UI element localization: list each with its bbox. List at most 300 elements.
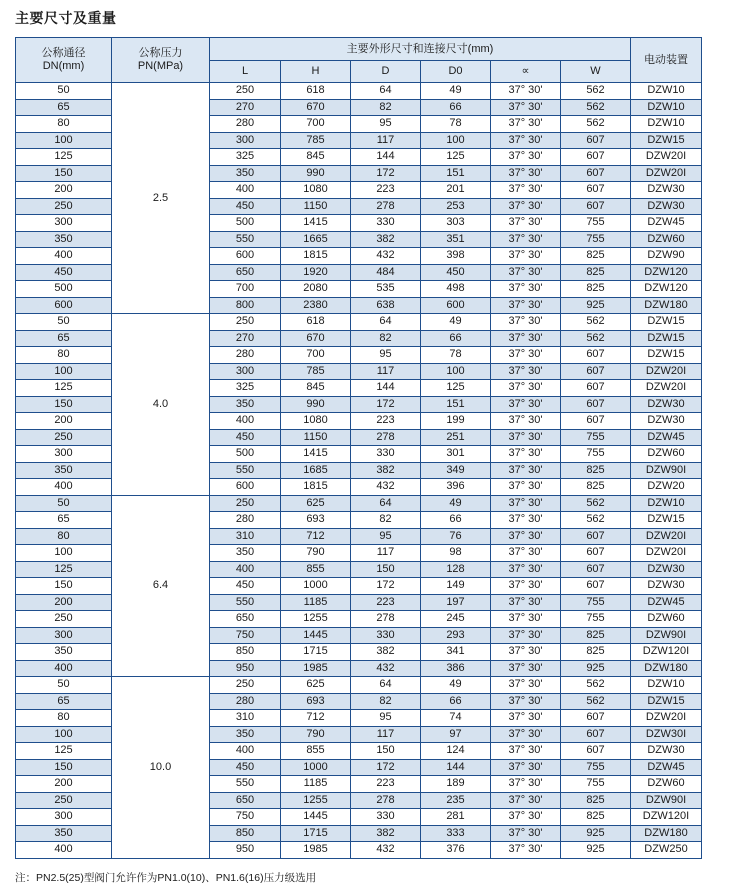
- cell-d0: 151: [421, 396, 491, 413]
- cell-h: 1920: [281, 264, 351, 281]
- cell-d0: 396: [421, 479, 491, 496]
- cell-d: 117: [351, 363, 421, 380]
- cell-l: 250: [210, 314, 281, 331]
- cell-h: 845: [281, 149, 351, 166]
- cell-actuator: DZW30: [631, 578, 702, 595]
- cell-d: 278: [351, 792, 421, 809]
- cell-h: 625: [281, 677, 351, 694]
- cell-actuator: DZW45: [631, 215, 702, 232]
- cell-angle: 37° 30': [491, 512, 561, 529]
- cell-l: 310: [210, 528, 281, 545]
- cell-d: 82: [351, 330, 421, 347]
- cell-w: 925: [561, 825, 631, 842]
- cell-h: 1415: [281, 215, 351, 232]
- cell-w: 607: [561, 347, 631, 364]
- cell-l: 500: [210, 215, 281, 232]
- cell-dn: 300: [16, 215, 112, 232]
- cell-l: 650: [210, 611, 281, 628]
- cell-angle: 37° 30': [491, 809, 561, 826]
- cell-w: 825: [561, 809, 631, 826]
- cell-angle: 37° 30': [491, 380, 561, 397]
- header-dn-line2: DN(mm): [42, 60, 85, 72]
- cell-pn: 2.5: [112, 83, 210, 314]
- cell-d: 64: [351, 83, 421, 100]
- footnote: 注：PN2.5(25)型阀门允许作为PN1.0(10)、PN1.6(16)压力级选用: [15, 872, 317, 884]
- cell-angle: 37° 30': [491, 429, 561, 446]
- cell-angle: 37° 30': [491, 264, 561, 281]
- cell-actuator: DZW60: [631, 231, 702, 248]
- cell-d: 382: [351, 644, 421, 661]
- cell-d0: 253: [421, 198, 491, 215]
- cell-d: 223: [351, 182, 421, 199]
- cell-l: 350: [210, 396, 281, 413]
- cell-angle: 37° 30': [491, 446, 561, 463]
- cell-d: 117: [351, 545, 421, 562]
- cell-d0: 66: [421, 99, 491, 116]
- header-dn-line1: 公称通径: [41, 47, 86, 59]
- cell-angle: 37° 30': [491, 842, 561, 859]
- cell-h: 990: [281, 165, 351, 182]
- cell-w: 607: [561, 578, 631, 595]
- cell-w: 607: [561, 149, 631, 166]
- header-dimensions-group: 主要外形尺寸和连接尺寸(mm): [210, 38, 631, 61]
- cell-actuator: DZW15: [631, 330, 702, 347]
- cell-dn: 350: [16, 231, 112, 248]
- cell-h: 845: [281, 380, 351, 397]
- cell-angle: 37° 30': [491, 149, 561, 166]
- cell-d0: 600: [421, 297, 491, 314]
- cell-d0: 66: [421, 512, 491, 529]
- cell-w: 607: [561, 380, 631, 397]
- header-col-w: W: [561, 61, 631, 83]
- cell-actuator: DZW45: [631, 594, 702, 611]
- cell-h: 1985: [281, 660, 351, 677]
- cell-w: 562: [561, 677, 631, 694]
- cell-d0: 98: [421, 545, 491, 562]
- cell-d: 330: [351, 446, 421, 463]
- table-row: [16, 495, 702, 512]
- cell-dn: 125: [16, 561, 112, 578]
- cell-h: 785: [281, 363, 351, 380]
- cell-h: 1715: [281, 644, 351, 661]
- cell-h: 700: [281, 116, 351, 133]
- cell-angle: 37° 30': [491, 825, 561, 842]
- cell-angle: 37° 30': [491, 215, 561, 232]
- cell-w: 607: [561, 743, 631, 760]
- cell-dn: 65: [16, 330, 112, 347]
- cell-h: 1985: [281, 842, 351, 859]
- cell-d0: 450: [421, 264, 491, 281]
- cell-d: 144: [351, 380, 421, 397]
- cell-angle: 37° 30': [491, 660, 561, 677]
- cell-angle: 37° 30': [491, 413, 561, 430]
- cell-d: 638: [351, 297, 421, 314]
- cell-angle: 37° 30': [491, 99, 561, 116]
- cell-angle: 37° 30': [491, 231, 561, 248]
- cell-angle: 37° 30': [491, 677, 561, 694]
- cell-dn: 300: [16, 809, 112, 826]
- cell-d0: 189: [421, 776, 491, 793]
- cell-actuator: DZW20I: [631, 528, 702, 545]
- cell-angle: 37° 30': [491, 776, 561, 793]
- header-dn: [16, 38, 112, 83]
- cell-dn: 50: [16, 314, 112, 331]
- cell-d0: 197: [421, 594, 491, 611]
- cell-actuator: DZW120I: [631, 809, 702, 826]
- cell-d0: 349: [421, 462, 491, 479]
- cell-l: 250: [210, 677, 281, 694]
- cell-w: 607: [561, 132, 631, 149]
- cell-l: 450: [210, 198, 281, 215]
- cell-d: 95: [351, 710, 421, 727]
- cell-angle: 37° 30': [491, 545, 561, 562]
- cell-angle: 37° 30': [491, 726, 561, 743]
- cell-actuator: DZW15: [631, 512, 702, 529]
- cell-dn: 65: [16, 512, 112, 529]
- cell-h: 1445: [281, 627, 351, 644]
- cell-dn: 150: [16, 759, 112, 776]
- cell-h: 625: [281, 495, 351, 512]
- cell-h: 1000: [281, 578, 351, 595]
- cell-d: 150: [351, 743, 421, 760]
- cell-dn: 400: [16, 479, 112, 496]
- cell-d0: 125: [421, 149, 491, 166]
- cell-actuator: DZW250: [631, 842, 702, 859]
- cell-actuator: DZW30: [631, 413, 702, 430]
- cell-actuator: DZW15: [631, 347, 702, 364]
- cell-d0: 66: [421, 693, 491, 710]
- header-pn-line2: PN(MPa): [137, 60, 184, 72]
- cell-dn: 50: [16, 495, 112, 512]
- cell-h: 712: [281, 528, 351, 545]
- cell-w: 562: [561, 83, 631, 100]
- table-row: [16, 677, 702, 694]
- cell-h: 1185: [281, 776, 351, 793]
- cell-h: 2080: [281, 281, 351, 298]
- cell-d0: 66: [421, 330, 491, 347]
- cell-actuator: DZW10: [631, 99, 702, 116]
- cell-h: 618: [281, 314, 351, 331]
- cell-d: 172: [351, 165, 421, 182]
- cell-actuator: DZW20I: [631, 363, 702, 380]
- cell-actuator: DZW90I: [631, 462, 702, 479]
- cell-w: 925: [561, 842, 631, 859]
- cell-d: 223: [351, 776, 421, 793]
- cell-w: 825: [561, 644, 631, 661]
- cell-actuator: DZW15: [631, 314, 702, 331]
- cell-d: 144: [351, 149, 421, 166]
- cell-dn: 350: [16, 825, 112, 842]
- table-body: [16, 83, 702, 859]
- cell-dn: 300: [16, 627, 112, 644]
- cell-d: 382: [351, 462, 421, 479]
- cell-h: 1185: [281, 594, 351, 611]
- cell-angle: 37° 30': [491, 132, 561, 149]
- cell-l: 280: [210, 693, 281, 710]
- cell-d0: 498: [421, 281, 491, 298]
- cell-l: 280: [210, 347, 281, 364]
- cell-actuator: DZW180: [631, 297, 702, 314]
- cell-angle: 37° 30': [491, 363, 561, 380]
- cell-w: 607: [561, 165, 631, 182]
- cell-d0: 128: [421, 561, 491, 578]
- cell-dn: 80: [16, 347, 112, 364]
- cell-d: 82: [351, 693, 421, 710]
- cell-l: 600: [210, 479, 281, 496]
- cell-w: 607: [561, 396, 631, 413]
- cell-d0: 199: [421, 413, 491, 430]
- cell-l: 450: [210, 429, 281, 446]
- cell-actuator: DZW45: [631, 759, 702, 776]
- cell-actuator: DZW10: [631, 83, 702, 100]
- cell-d0: 124: [421, 743, 491, 760]
- cell-d0: 97: [421, 726, 491, 743]
- cell-d: 223: [351, 413, 421, 430]
- cell-h: 1080: [281, 413, 351, 430]
- cell-h: 2380: [281, 297, 351, 314]
- cell-d0: 100: [421, 132, 491, 149]
- cell-d: 95: [351, 528, 421, 545]
- cell-l: 550: [210, 776, 281, 793]
- cell-w: 607: [561, 528, 631, 545]
- cell-dn: 600: [16, 297, 112, 314]
- cell-dn: 450: [16, 264, 112, 281]
- cell-h: 990: [281, 396, 351, 413]
- cell-w: 825: [561, 281, 631, 298]
- header-col-h: H: [281, 61, 351, 83]
- cell-w: 755: [561, 429, 631, 446]
- cell-h: 1150: [281, 429, 351, 446]
- cell-h: 1255: [281, 792, 351, 809]
- cell-actuator: DZW90: [631, 248, 702, 265]
- cell-d: 64: [351, 314, 421, 331]
- cell-actuator: DZW20I: [631, 710, 702, 727]
- cell-w: 562: [561, 116, 631, 133]
- cell-d0: 281: [421, 809, 491, 826]
- cell-d0: 333: [421, 825, 491, 842]
- cell-w: 755: [561, 594, 631, 611]
- cell-w: 755: [561, 611, 631, 628]
- cell-angle: 37° 30': [491, 248, 561, 265]
- cell-angle: 37° 30': [491, 759, 561, 776]
- cell-d: 432: [351, 842, 421, 859]
- cell-angle: 37° 30': [491, 495, 561, 512]
- cell-actuator: DZW60: [631, 446, 702, 463]
- cell-h: 1150: [281, 198, 351, 215]
- cell-w: 755: [561, 215, 631, 232]
- cell-d0: 301: [421, 446, 491, 463]
- cell-w: 755: [561, 776, 631, 793]
- cell-d0: 201: [421, 182, 491, 199]
- cell-w: 607: [561, 710, 631, 727]
- cell-d: 117: [351, 726, 421, 743]
- cell-w: 562: [561, 330, 631, 347]
- dimensions-table: [15, 37, 702, 859]
- cell-actuator: DZW30I: [631, 726, 702, 743]
- cell-angle: 37° 30': [491, 297, 561, 314]
- cell-l: 250: [210, 83, 281, 100]
- cell-actuator: DZW30: [631, 561, 702, 578]
- cell-dn: 200: [16, 413, 112, 430]
- cell-angle: 37° 30': [491, 792, 561, 809]
- cell-l: 850: [210, 644, 281, 661]
- cell-d: 278: [351, 429, 421, 446]
- cell-l: 350: [210, 726, 281, 743]
- cell-actuator: DZW15: [631, 132, 702, 149]
- cell-w: 607: [561, 561, 631, 578]
- cell-angle: 37° 30': [491, 314, 561, 331]
- cell-l: 270: [210, 99, 281, 116]
- cell-w: 562: [561, 314, 631, 331]
- cell-l: 950: [210, 660, 281, 677]
- table-row: [16, 314, 702, 331]
- cell-d0: 303: [421, 215, 491, 232]
- cell-h: 1445: [281, 809, 351, 826]
- cell-h: 790: [281, 726, 351, 743]
- cell-l: 270: [210, 330, 281, 347]
- cell-dn: 100: [16, 545, 112, 562]
- cell-h: 670: [281, 330, 351, 347]
- cell-pn: 6.4: [112, 495, 210, 677]
- cell-dn: 125: [16, 380, 112, 397]
- cell-angle: 37° 30': [491, 561, 561, 578]
- cell-angle: 37° 30': [491, 347, 561, 364]
- cell-l: 400: [210, 743, 281, 760]
- cell-w: 755: [561, 446, 631, 463]
- cell-l: 600: [210, 248, 281, 265]
- cell-h: 693: [281, 512, 351, 529]
- cell-dn: 65: [16, 99, 112, 116]
- cell-actuator: DZW10: [631, 495, 702, 512]
- cell-actuator: DZW60: [631, 611, 702, 628]
- cell-h: 1255: [281, 611, 351, 628]
- cell-dn: 150: [16, 165, 112, 182]
- cell-w: 825: [561, 479, 631, 496]
- cell-dn: 200: [16, 776, 112, 793]
- cell-l: 800: [210, 297, 281, 314]
- cell-d: 432: [351, 660, 421, 677]
- cell-d0: 74: [421, 710, 491, 727]
- cell-dn: 250: [16, 611, 112, 628]
- cell-d: 150: [351, 561, 421, 578]
- cell-l: 750: [210, 627, 281, 644]
- cell-w: 562: [561, 512, 631, 529]
- cell-h: 618: [281, 83, 351, 100]
- cell-actuator: DZW45: [631, 429, 702, 446]
- cell-actuator: DZW20I: [631, 380, 702, 397]
- cell-dn: 150: [16, 578, 112, 595]
- cell-w: 607: [561, 545, 631, 562]
- cell-w: 607: [561, 726, 631, 743]
- cell-dn: 80: [16, 116, 112, 133]
- cell-angle: 37° 30': [491, 528, 561, 545]
- cell-l: 350: [210, 165, 281, 182]
- cell-d: 432: [351, 479, 421, 496]
- cell-l: 280: [210, 116, 281, 133]
- cell-angle: 37° 30': [491, 611, 561, 628]
- cell-dn: 350: [16, 644, 112, 661]
- cell-angle: 37° 30': [491, 594, 561, 611]
- cell-h: 1715: [281, 825, 351, 842]
- cell-d0: 341: [421, 644, 491, 661]
- cell-d: 172: [351, 759, 421, 776]
- cell-l: 550: [210, 594, 281, 611]
- cell-angle: 37° 30': [491, 198, 561, 215]
- cell-h: 855: [281, 743, 351, 760]
- cell-w: 925: [561, 297, 631, 314]
- cell-dn: 350: [16, 462, 112, 479]
- cell-d: 172: [351, 396, 421, 413]
- cell-d: 82: [351, 512, 421, 529]
- cell-l: 400: [210, 561, 281, 578]
- cell-w: 607: [561, 182, 631, 199]
- cell-actuator: DZW120: [631, 281, 702, 298]
- cell-pn: 4.0: [112, 314, 210, 496]
- cell-actuator: DZW10: [631, 677, 702, 694]
- cell-d0: 149: [421, 578, 491, 595]
- cell-l: 700: [210, 281, 281, 298]
- cell-d0: 251: [421, 429, 491, 446]
- cell-d0: 78: [421, 116, 491, 133]
- cell-d0: 144: [421, 759, 491, 776]
- cell-d: 64: [351, 677, 421, 694]
- cell-h: 855: [281, 561, 351, 578]
- cell-angle: 37° 30': [491, 627, 561, 644]
- cell-h: 1815: [281, 479, 351, 496]
- cell-d0: 245: [421, 611, 491, 628]
- cell-actuator: DZW90I: [631, 627, 702, 644]
- cell-dn: 200: [16, 594, 112, 611]
- cell-actuator: DZW90I: [631, 792, 702, 809]
- cell-actuator: DZW120I: [631, 644, 702, 661]
- cell-dn: 100: [16, 363, 112, 380]
- cell-w: 607: [561, 198, 631, 215]
- page-title: 主要尺寸及重量: [15, 10, 117, 26]
- cell-l: 650: [210, 264, 281, 281]
- cell-w: 607: [561, 413, 631, 430]
- cell-dn: 65: [16, 693, 112, 710]
- cell-angle: 37° 30': [491, 182, 561, 199]
- cell-h: 1000: [281, 759, 351, 776]
- cell-d0: 386: [421, 660, 491, 677]
- cell-d0: 398: [421, 248, 491, 265]
- cell-l: 325: [210, 149, 281, 166]
- cell-d: 117: [351, 132, 421, 149]
- cell-d: 330: [351, 627, 421, 644]
- cell-actuator: DZW10: [631, 116, 702, 133]
- cell-d0: 351: [421, 231, 491, 248]
- cell-l: 650: [210, 792, 281, 809]
- cell-dn: 500: [16, 281, 112, 298]
- cell-d: 64: [351, 495, 421, 512]
- cell-l: 250: [210, 495, 281, 512]
- cell-h: 670: [281, 99, 351, 116]
- cell-d0: 76: [421, 528, 491, 545]
- cell-dn: 80: [16, 710, 112, 727]
- cell-d: 223: [351, 594, 421, 611]
- cell-angle: 37° 30': [491, 693, 561, 710]
- cell-actuator: DZW30: [631, 198, 702, 215]
- cell-h: 712: [281, 710, 351, 727]
- cell-angle: 37° 30': [491, 578, 561, 595]
- cell-actuator: DZW30: [631, 182, 702, 199]
- cell-actuator: DZW120: [631, 264, 702, 281]
- cell-dn: 80: [16, 528, 112, 545]
- cell-dn: 400: [16, 660, 112, 677]
- cell-d: 95: [351, 116, 421, 133]
- header-col-d: D: [351, 61, 421, 83]
- header-actuator: 电动装置: [631, 38, 702, 83]
